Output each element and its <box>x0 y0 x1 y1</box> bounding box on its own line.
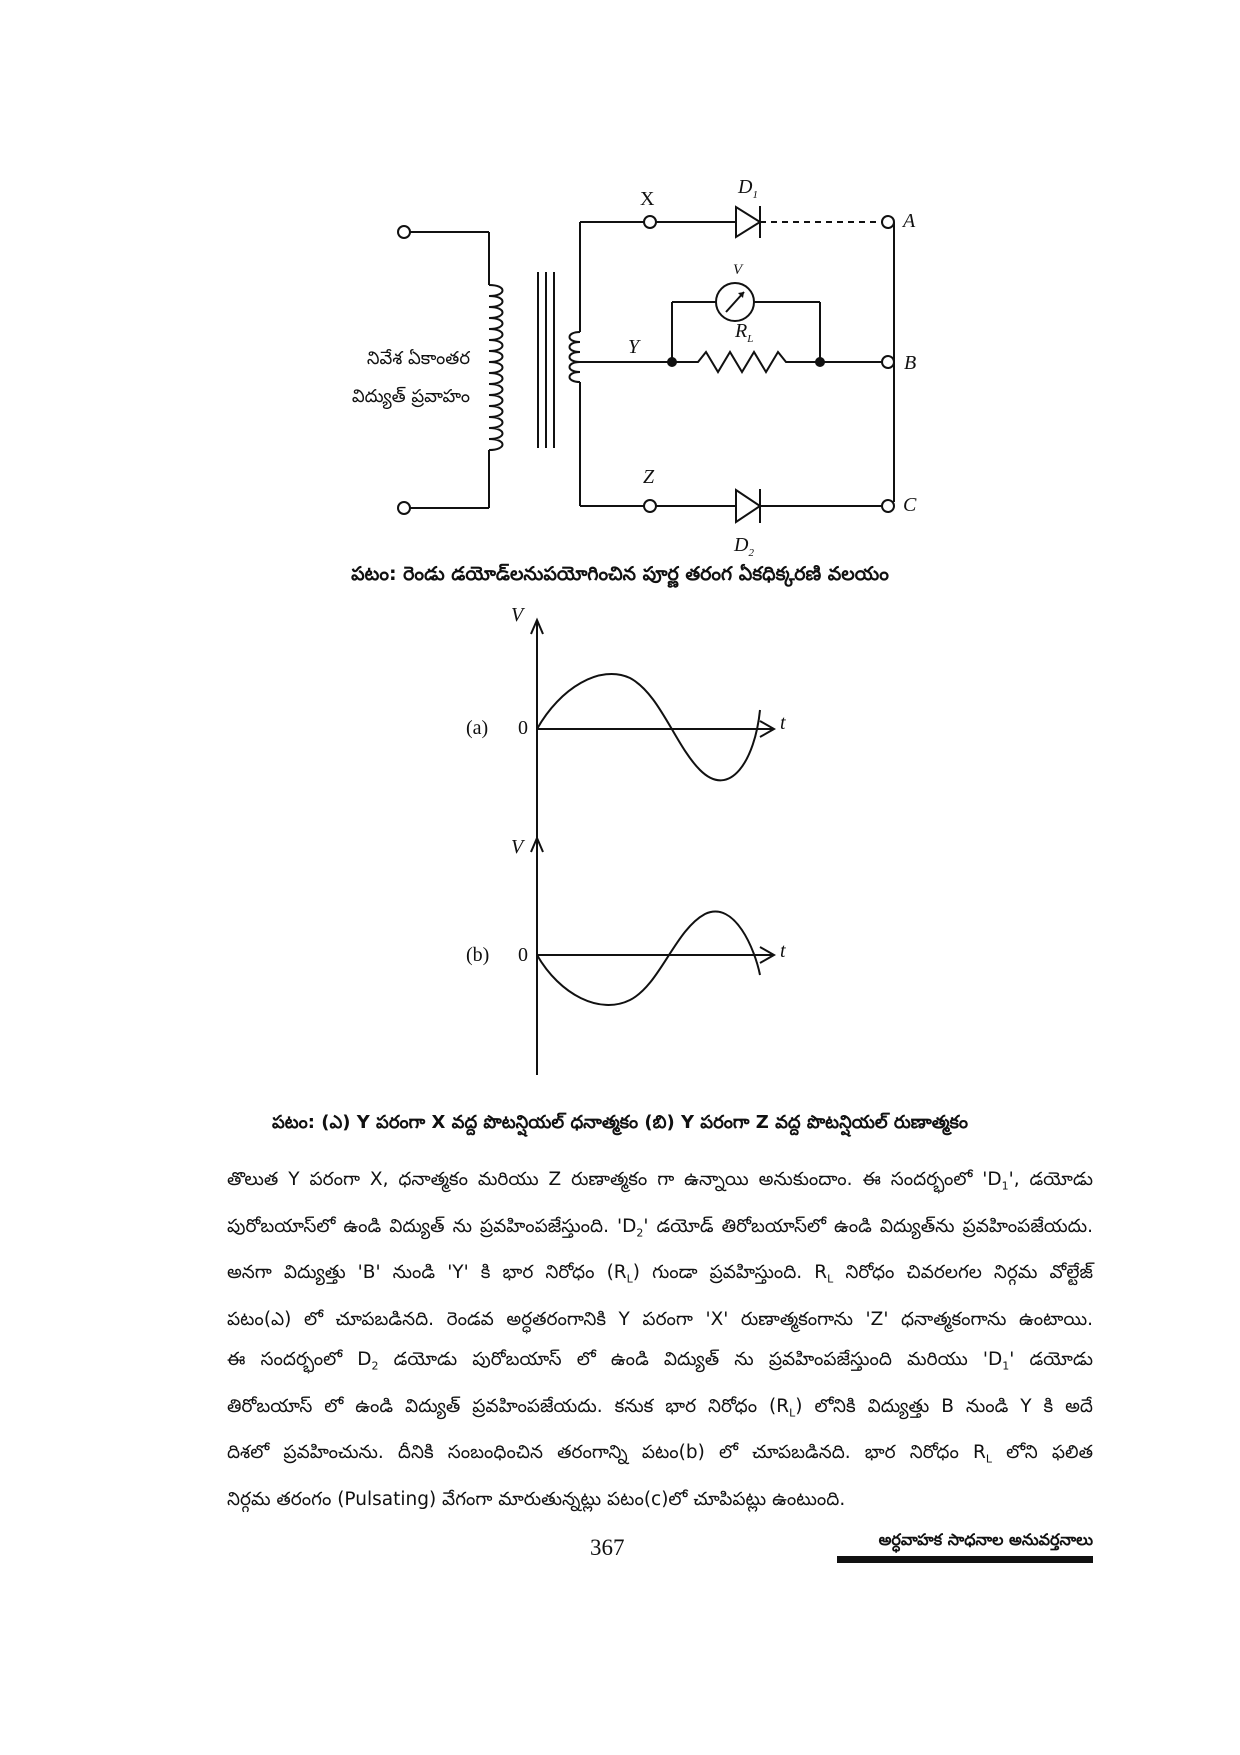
label-d2 <box>734 534 754 559</box>
waveform-b-curve <box>537 912 760 1005</box>
origin-b: 0 <box>518 944 528 966</box>
label-d1-sub: 1 <box>752 189 758 201</box>
body-line-4: పటం(ఎ) లో చూపబడినది. రెండవ అర్ధతరంగానికి Y పరంగా 'X' రుణాత్మకంగాను 'Z' ధనాత్మకంగాను ఉంటాయి. <box>227 1309 1093 1331</box>
load-resistor <box>672 352 820 372</box>
input-label-line2: విద్యుత్ ప్రవాహం <box>351 386 470 407</box>
label-d2-text: D <box>734 534 749 556</box>
node-c <box>882 500 894 512</box>
waveform-a-curve <box>537 674 760 780</box>
label-rl <box>735 320 753 345</box>
label-c: C <box>903 494 917 516</box>
input-terminal-top <box>398 226 410 238</box>
label-y: Y <box>628 336 640 358</box>
label-rl-text: R <box>735 320 748 342</box>
waveform-caption: పటం: (ఎ) Y పరంగా X వద్ద పొటన్షియల్ ధనాత్మకం (బి) Y పరంగా Z వద్ద పొటన్షియల్ రుణాత్మకం <box>271 1112 969 1133</box>
input-terminal-bottom <box>398 502 410 514</box>
body-line-2: పురోబయాస్‌లో ఉండి విద్యుత్ ను ప్రవహింపజేస్తుంది. '$D_2$' డయోడ్ తిరోబయాస్‌లో ఉండి విద్యుత్‌ను ప్రవహింపజేయదు. <box>227 1215 1093 1240</box>
node-a <box>882 216 894 228</box>
node-z <box>644 500 656 512</box>
body-line-7: దిశలో ప్రవహించును. దీనికి సంబంధించిన తరంగాన్ని పటం(b) లో చూపబడినది. భార నిరోధం $R_L$ లోని ఫలిత <box>227 1442 1093 1467</box>
label-d2-sub: 2 <box>748 547 754 559</box>
label-a: A <box>903 210 916 232</box>
label-meter: V <box>733 262 743 278</box>
body-line-8: నిర్గమ తరంగం (Pulsating) వేగంగా మారుతున్నట్లు పటం(c)లో చూపిపట్లు ఉంటుంది. <box>227 1489 846 1511</box>
footer-bar <box>837 1556 1093 1563</box>
node-b <box>882 356 894 368</box>
node-x <box>644 216 656 228</box>
diode-d2 <box>736 490 760 522</box>
input-label-line1: నివేశ ఏకాంతర <box>366 348 470 369</box>
axis-t-b: t <box>780 940 786 962</box>
diode-d1 <box>736 207 760 237</box>
chapter-title: అర్ధవాహక సాధనాల అనువర్తనాలు <box>878 1530 1093 1549</box>
label-b: B <box>904 352 917 374</box>
label-z: Z <box>643 466 655 488</box>
label-d1-text: D <box>738 176 753 198</box>
input-label <box>330 340 470 416</box>
page-number: 367 <box>590 1535 625 1560</box>
body-line-5: ఈ సందర్భంలో $D_2$ డయోడు పురోబయాస్ లో ఉండి విద్యుత్ ను ప్రవహింపజేస్తుంది మరియు '$D_1$' డయోడు <box>227 1349 1093 1373</box>
circuit-caption: పటం: రెండు డయోడ్‌లనుపయోగించిన పూర్ణ తరంగ ఏకధిక్కరణి వలయం <box>351 563 889 585</box>
full-wave-rectifier-circuit <box>0 0 1240 580</box>
origin-a: 0 <box>518 717 528 739</box>
body-line-1: తొలుత Y పరంగా X, ధనాత్మకం మరియు Z రుణాత్మకం గా ఉన్నాయి అనుకుందాం. ఈ సందర్భంలో '$D_1$', డయోడు <box>227 1169 1093 1193</box>
label-a-plot: (a) <box>466 717 489 739</box>
body-line-3: అనగా విద్యుత్తు 'B' నుండి 'Y' కి భార నిరోధం $(R_L)$ గుండా ప్రవహిస్తుంది. $R_L$ నిరోధం చివరలగల నిర్గమ వోల్టేజ్ <box>227 1262 1093 1287</box>
axis-v-b: V <box>511 836 524 858</box>
label-b-plot: (b) <box>466 944 490 966</box>
body-paragraph <box>227 1160 1093 1520</box>
body-line-6: తిరోబయాస్ లో ఉండి విద్యుత్ ప్రవహింపజేయదు. కనుక భార నిరోధం $(R_L)$ లోనికి విద్యుత్తు B నుండి Y కి అదే <box>227 1395 1093 1420</box>
axis-v-a: V <box>511 604 524 626</box>
label-rl-sub: L <box>747 333 754 345</box>
label-d1 <box>738 176 758 201</box>
secondary-coil <box>570 332 581 382</box>
primary-coil <box>489 285 503 450</box>
axis-t-a: t <box>780 712 786 734</box>
label-x: X <box>640 188 655 210</box>
waveform-plots <box>0 600 1240 1100</box>
